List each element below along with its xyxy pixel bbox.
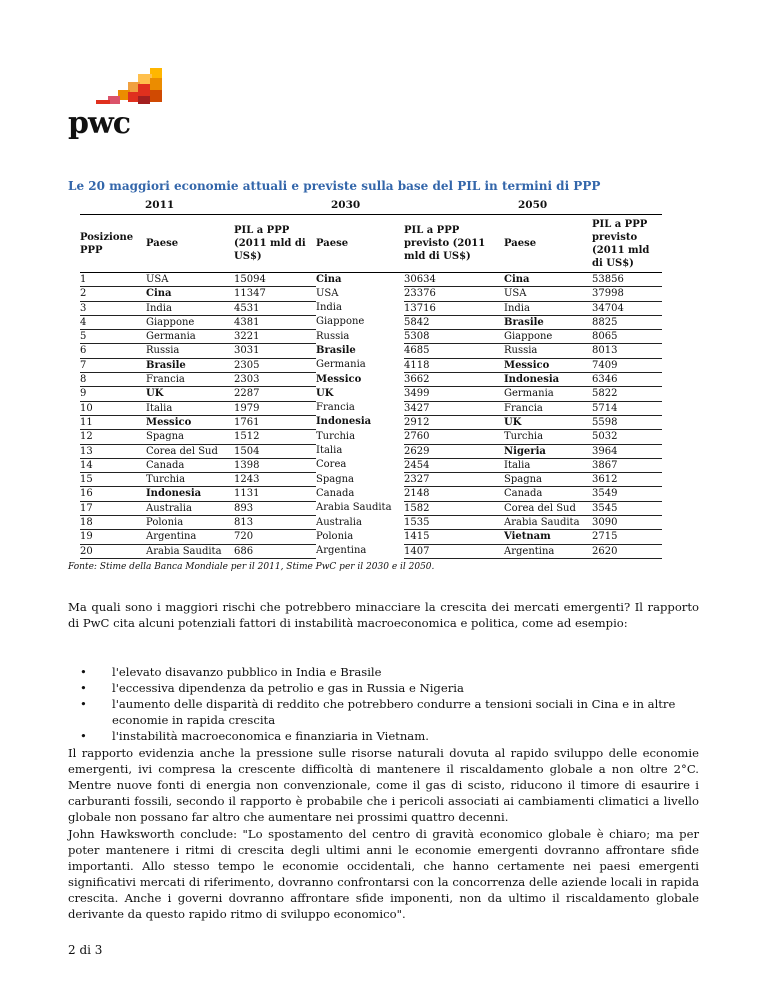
country-2050-cell: Turchia xyxy=(504,430,592,444)
position-cell: 14 xyxy=(80,458,146,472)
table-row xyxy=(80,273,662,287)
country-2030-cell: UK xyxy=(316,387,334,399)
gdp-2050-cell: 34704 xyxy=(592,301,662,315)
country-2050-cell: Vietnam xyxy=(504,530,592,544)
table-row xyxy=(80,358,662,372)
gdp-2050-cell: 3964 xyxy=(592,444,662,458)
gdp-2050-cell: 3545 xyxy=(592,501,662,515)
gdp-2011-cell: 1131 xyxy=(234,487,316,501)
gdp-2011-cell: 2305 xyxy=(234,358,316,372)
country-2050-cell: Nigeria xyxy=(504,444,592,458)
position-cell: 4 xyxy=(80,315,146,329)
table-row xyxy=(80,487,662,501)
gdp-2011-cell: 15094 xyxy=(234,273,316,287)
country-2011-cell: India xyxy=(146,301,234,315)
position-cell: 9 xyxy=(80,387,146,401)
table-row xyxy=(80,401,662,415)
country-2030-cell: Corea xyxy=(316,459,347,471)
country-2050-cell: Canada xyxy=(504,487,592,501)
gdp-2030-cell: 3427 xyxy=(404,401,504,415)
gdp-2011-cell: 1398 xyxy=(234,458,316,472)
country-2050-cell: Messico xyxy=(504,358,592,372)
year-2050-label: 2050 xyxy=(518,199,548,211)
country-2030-cell: Messico xyxy=(316,373,362,385)
gdp-2050-cell: 37998 xyxy=(592,287,662,301)
risks-intro-paragraph: Ma quali sono i maggiori rischi che potrebbero minacciare la crescita dei mercati emergenti? Il rapporto di PwC cita alcuni potenziali fattori di instabilità macroeconomica e politica, come ad esempio: xyxy=(68,600,699,630)
gdp-2011-cell: 1243 xyxy=(234,473,316,487)
year-2030-label: 2030 xyxy=(331,199,361,211)
gdp-2050-cell: 2715 xyxy=(592,530,662,544)
country-2011-cell: Italia xyxy=(146,401,234,415)
gdp-2011-cell: 1512 xyxy=(234,430,316,444)
country-2050-cell: UK xyxy=(504,415,592,429)
country-2011-cell: Francia xyxy=(146,373,234,387)
gdp-2011-cell: 720 xyxy=(234,530,316,544)
gdp-2050-cell: 53856 xyxy=(592,273,662,287)
country-2011-cell: Russia xyxy=(146,344,234,358)
gdp-2050-cell: 3612 xyxy=(592,473,662,487)
country-2030-cell: Germania xyxy=(316,359,366,371)
table-row xyxy=(80,330,662,344)
position-cell: 1 xyxy=(80,273,146,287)
position-cell: 6 xyxy=(80,344,146,358)
gdp-2050-cell: 5714 xyxy=(592,401,662,415)
country-2011-cell: Cina xyxy=(146,287,234,301)
country-2011-cell: UK xyxy=(146,387,234,401)
gdp-2050-cell: 8013 xyxy=(592,344,662,358)
year-2011-label: 2011 xyxy=(145,199,175,211)
country-2030-cell: Francia xyxy=(316,402,355,414)
table-title: Le 20 maggiori economie attuali e previste sulla base del PIL in termini di PPP xyxy=(68,179,601,193)
country-2030-cell: Italia xyxy=(316,445,343,457)
gdp-2030-cell: 5308 xyxy=(404,330,504,344)
position-cell: 15 xyxy=(80,473,146,487)
gdp-2011-cell: 3031 xyxy=(234,344,316,358)
country-2011-cell: USA xyxy=(146,273,234,287)
gdp-2011-cell: 4381 xyxy=(234,315,316,329)
country-2011-cell: Argentina xyxy=(146,530,234,544)
country-2050-cell: Cina xyxy=(504,273,592,287)
gdp-2030-cell: 3662 xyxy=(404,373,504,387)
gdp-ranking-table xyxy=(80,214,662,559)
country-2011-cell: Germania xyxy=(146,330,234,344)
gdp-2030-cell: 2148 xyxy=(404,487,504,501)
country-2030-cell: Indonesia xyxy=(316,416,372,428)
bullet-text: l'aumento delle disparità di reddito che potrebbero condurre a tensioni sociali in Cina e in altre economie in rapida crescita xyxy=(112,697,676,727)
country-2030-cell: Turchia xyxy=(316,430,356,442)
table-row xyxy=(80,444,662,458)
gdp-2050-cell: 3090 xyxy=(592,516,662,530)
country-2011-cell: Indonesia xyxy=(146,487,234,501)
gdp-2050-cell: 6346 xyxy=(592,373,662,387)
gdp-2011-cell: 686 xyxy=(234,544,316,558)
gdp-2030-cell: 2760 xyxy=(404,430,504,444)
gdp-2030-cell: 13716 xyxy=(404,301,504,315)
bullet-text: l'instabilità macroeconomica e finanziaria in Vietnam. xyxy=(112,729,429,743)
list-item xyxy=(68,680,699,696)
table-row xyxy=(80,344,662,358)
position-cell: 20 xyxy=(80,544,146,558)
gdp-2050-cell: 5032 xyxy=(592,430,662,444)
gdp-2011-cell: 1979 xyxy=(234,401,316,415)
position-cell: 5 xyxy=(80,330,146,344)
table-row xyxy=(80,387,662,401)
country-2011-cell: Turchia xyxy=(146,473,234,487)
country-2011-cell: Australia xyxy=(146,501,234,515)
col-header-gdp-2050: PIL a PPP previsto (2011 mld di US$) xyxy=(592,215,662,273)
table-row xyxy=(80,544,662,558)
country-2030-cell: Giappone xyxy=(316,316,365,328)
country-2030-cell: USA xyxy=(316,287,339,299)
country-2030-cell: Arabia Saudita xyxy=(316,502,392,514)
table-row xyxy=(80,458,662,472)
col-header-country-2011: Paese xyxy=(146,215,234,273)
gdp-2011-cell: 893 xyxy=(234,501,316,515)
gdp-2030-cell: 1407 xyxy=(404,544,504,558)
country-2030-cell: Argentina xyxy=(316,545,367,557)
table-row xyxy=(80,287,662,301)
table-row xyxy=(80,501,662,515)
bullet-text: l'elevato disavanzo pubblico in India e Brasile xyxy=(112,665,382,679)
col-header-gdp-2030: PIL a PPP previsto (2011 mld di US$) xyxy=(404,215,504,273)
position-cell: 12 xyxy=(80,430,146,444)
country-2030-cell: India xyxy=(316,302,342,314)
table-header-row xyxy=(80,215,662,273)
position-cell: 11 xyxy=(80,415,146,429)
gdp-2030-cell: 1582 xyxy=(404,501,504,515)
table-row xyxy=(80,315,662,329)
table-row xyxy=(80,373,662,387)
col-header-country-2030: Paese xyxy=(316,215,404,273)
bullet-text: l'eccessiva dipendenza da petrolio e gas in Russia e Nigeria xyxy=(112,681,464,695)
gdp-2050-cell: 3867 xyxy=(592,458,662,472)
gdp-2050-cell: 8825 xyxy=(592,315,662,329)
table-row xyxy=(80,516,662,530)
table-source-note: Fonte: Stime della Banca Mondiale per il 2011, Stime PwC per il 2030 e il 2050. xyxy=(68,562,435,572)
gdp-2050-cell: 5598 xyxy=(592,415,662,429)
gdp-2030-cell: 4685 xyxy=(404,344,504,358)
country-2011-cell: Corea del Sud xyxy=(146,444,234,458)
gdp-2011-cell: 3221 xyxy=(234,330,316,344)
country-2050-cell: Arabia Saudita xyxy=(504,516,592,530)
gdp-2050-cell: 3549 xyxy=(592,487,662,501)
gdp-2011-cell: 11347 xyxy=(234,287,316,301)
position-cell: 19 xyxy=(80,530,146,544)
country-2050-cell: India xyxy=(504,301,592,315)
list-item xyxy=(68,728,699,744)
gdp-2050-cell: 2620 xyxy=(592,544,662,558)
bullet-icon: • xyxy=(80,729,87,743)
country-2030-cell: Australia xyxy=(316,516,362,528)
risk-bullet-list xyxy=(68,664,699,744)
gdp-2030-cell: 1415 xyxy=(404,530,504,544)
table-row xyxy=(80,415,662,429)
gdp-2030-cell: 2327 xyxy=(404,473,504,487)
gdp-2030-cell: 2454 xyxy=(404,458,504,472)
page-number: 2 di 3 xyxy=(68,943,103,957)
gdp-2030-cell: 30634 xyxy=(404,273,504,287)
pwc-logo-wordmark: pwc xyxy=(68,106,131,141)
gdp-2011-cell: 1761 xyxy=(234,415,316,429)
position-cell: 17 xyxy=(80,501,146,515)
country-2011-cell: Messico xyxy=(146,415,234,429)
country-2030-cell: Russia xyxy=(316,330,350,342)
country-2050-cell: Italia xyxy=(504,458,592,472)
country-2011-cell: Spagna xyxy=(146,430,234,444)
bullet-icon: • xyxy=(80,697,87,711)
bullet-icon: • xyxy=(80,681,87,695)
country-2050-cell: USA xyxy=(504,287,592,301)
country-2050-cell: Giappone xyxy=(504,330,592,344)
gdp-2030-cell: 2629 xyxy=(404,444,504,458)
gdp-2050-cell: 7409 xyxy=(592,358,662,372)
position-cell: 7 xyxy=(80,358,146,372)
country-2011-cell: Arabia Saudita xyxy=(146,544,234,558)
country-2050-cell: Germania xyxy=(504,387,592,401)
gdp-2011-cell: 813 xyxy=(234,516,316,530)
gdp-2011-cell: 4531 xyxy=(234,301,316,315)
country-2030-cell: Polonia xyxy=(316,530,354,542)
country-2011-cell: Canada xyxy=(146,458,234,472)
country-2050-cell: Corea del Sud xyxy=(504,501,592,515)
country-2030-cell: Canada xyxy=(316,487,355,499)
country-2050-cell: Russia xyxy=(504,344,592,358)
col-header-position: Posizione PPP xyxy=(80,215,146,273)
position-cell: 16 xyxy=(80,487,146,501)
country-2011-cell: Brasile xyxy=(146,358,234,372)
gdp-2011-cell: 2303 xyxy=(234,373,316,387)
table-row xyxy=(80,430,662,444)
gdp-2030-cell: 1535 xyxy=(404,516,504,530)
table-row xyxy=(80,473,662,487)
country-2030-cell: Brasile xyxy=(316,344,356,356)
table-row xyxy=(80,301,662,315)
country-2050-cell: Brasile xyxy=(504,315,592,329)
list-item xyxy=(68,696,699,728)
position-cell: 10 xyxy=(80,401,146,415)
country-2050-cell: Francia xyxy=(504,401,592,415)
position-cell: 3 xyxy=(80,301,146,315)
conclusion-paragraph: John Hawksworth conclude: "Lo spostamento del centro di gravità economico globale è chiaro; ma per poter mantenere i ritmi di crescita degli ultimi anni le economie emergenti dovranno affrontare sfide importanti. Allo stesso tempo le economie occidentali, che hanno certamente nei paesi emergenti significativi mercati di riferimento, dovranno confrontarsi con la concorrenza delle aziende locali in rapida crescita. Anche i governi dovranno affrontare sfide imponenti, non da ultimo il riscaldamento globale derivante da questo rapido ritmo di sviluppo economico". xyxy=(68,827,699,921)
country-2030-cell: Cina xyxy=(316,274,342,285)
gdp-2030-cell: 23376 xyxy=(404,287,504,301)
position-cell: 2 xyxy=(80,287,146,301)
table-row xyxy=(80,530,662,544)
gdp-2030-cell: 2912 xyxy=(404,415,504,429)
list-item xyxy=(68,664,699,680)
country-2011-cell: Polonia xyxy=(146,516,234,530)
gdp-2050-cell: 5822 xyxy=(592,387,662,401)
gdp-2011-cell: 2287 xyxy=(234,387,316,401)
resources-paragraph: Il rapporto evidenzia anche la pressione sulle risorse naturali dovuta al rapido sviluppo delle economie emergenti, ivi compresa la crescente difficoltà di mantenere il riscaldamento globale a non oltre 2°C. Mentre nuove fonti di energia non convenzionale, come il gas di scisto, riducono il timore di esaurire i carburanti fossili, secondo il rapporto è probabile che i pericoli associati ai cambiamenti climatici a livello globale non possano far altro che aumentare nei prossimi quattro decenni. xyxy=(68,746,699,824)
position-cell: 13 xyxy=(80,444,146,458)
gdp-2030-cell: 5842 xyxy=(404,315,504,329)
country-2030-cell: Spagna xyxy=(316,473,355,485)
country-2050-cell: Argentina xyxy=(504,544,592,558)
country-2050-cell: Spagna xyxy=(504,473,592,487)
position-cell: 18 xyxy=(80,516,146,530)
gdp-2030-cell: 4118 xyxy=(404,358,504,372)
gdp-2030-cell: 3499 xyxy=(404,387,504,401)
gdp-2011-cell: 1504 xyxy=(234,444,316,458)
country-2050-cell: Indonesia xyxy=(504,373,592,387)
country-2011-cell: Giappone xyxy=(146,315,234,329)
position-cell: 8 xyxy=(80,373,146,387)
col-header-country-2050: Paese xyxy=(504,215,592,273)
bullet-icon: • xyxy=(80,665,87,679)
col-header-gdp-2011: PIL a PPP (2011 mld di US$) xyxy=(234,215,316,273)
gdp-2050-cell: 8065 xyxy=(592,330,662,344)
